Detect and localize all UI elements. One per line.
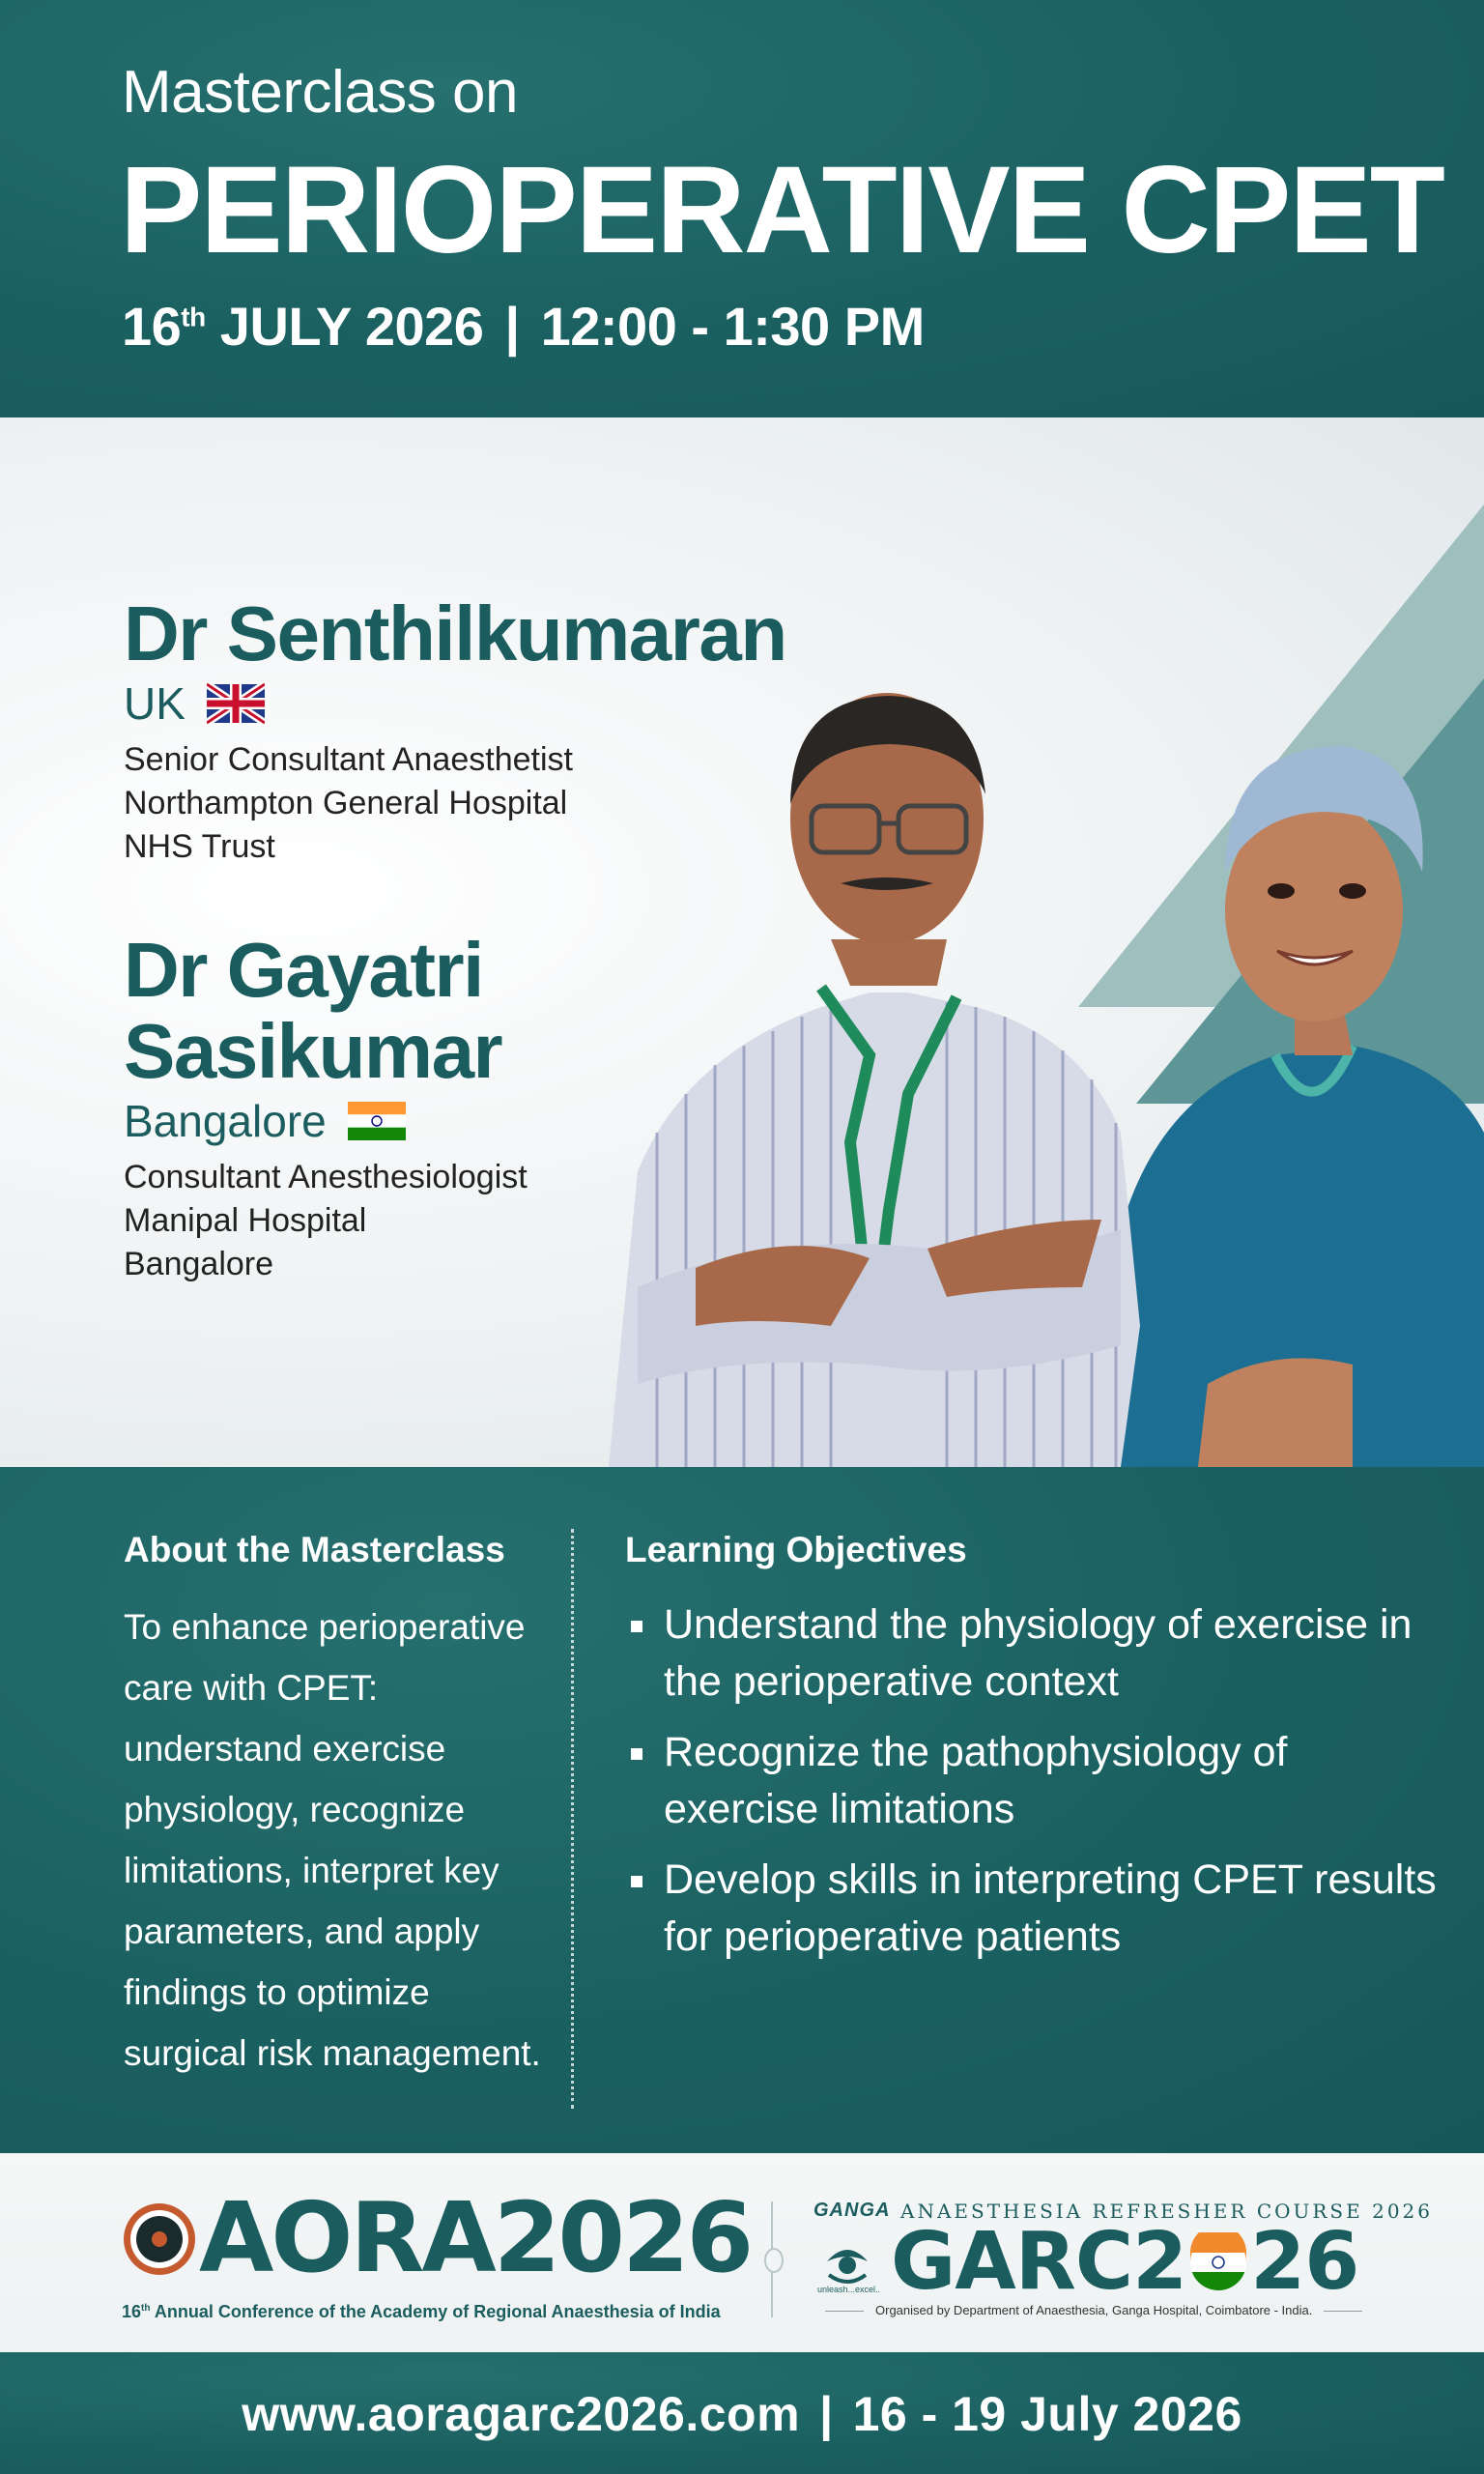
- speaker-name-line: Sasikumar: [124, 1008, 502, 1094]
- speaker-location-text: Bangalore: [124, 1096, 327, 1146]
- speaker-desc-line: Manipal Hospital: [124, 1202, 367, 1239]
- column-divider: [571, 1529, 574, 2109]
- garc-wordmark: [891, 2216, 1359, 2308]
- logos-bar: [0, 2153, 1484, 2352]
- about-heading: About the Masterclass: [124, 1530, 505, 1569]
- aora-wordmark: AORA2026: [199, 2181, 752, 2294]
- date-suffix: th: [181, 302, 206, 332]
- objectives-column: [625, 1527, 1437, 1979]
- garc-word-b: 26: [1250, 2216, 1359, 2308]
- ganga-wordmark: GANGA: [813, 2200, 891, 2221]
- date-separator: |: [504, 296, 520, 357]
- speaker-desc-line: NHS Trust: [124, 828, 275, 865]
- speakers-section: [0, 417, 1484, 1467]
- footer-separator: |: [819, 2387, 834, 2441]
- speaker-card-2: [124, 927, 528, 1286]
- footer-line: [0, 2385, 1484, 2443]
- speaker-name-line: Dr Gayatri: [124, 927, 483, 1013]
- garc-emblem-icon: [819, 2232, 875, 2290]
- separator-ornament-icon: [764, 2248, 784, 2273]
- garc-organiser: Organised by Department of Anaesthesia, Ganga Hospital, Coimbatore - India.: [813, 2302, 1364, 2319]
- speakers-photo: [580, 553, 1484, 1467]
- footer-bar: [0, 2352, 1484, 2474]
- speaker-desc-line: Consultant Anesthesiologist: [124, 1159, 528, 1195]
- objectives-list: [625, 1597, 1437, 1966]
- aora-seal-icon: [122, 2201, 197, 2277]
- india-flag-icon: [348, 1101, 406, 1141]
- date-day: 16: [122, 296, 182, 357]
- speaker-description: [124, 1156, 528, 1286]
- objective-item: Recognize the pathophysiology of exercise limitations: [625, 1724, 1437, 1838]
- date-month-year: JULY 2026: [219, 296, 484, 357]
- speaker-name: Dr Senthilkumaran: [124, 590, 786, 676]
- speaker-location-text: UK: [124, 678, 186, 729]
- speaker-desc-line: Northampton General Hospital: [124, 785, 568, 821]
- objectives-heading: Learning Objectives: [625, 1530, 967, 1569]
- speaker-1-photo: [609, 693, 1140, 1467]
- event-time: 12:00 - 1:30 PM: [540, 296, 925, 357]
- event-date-time: [122, 292, 925, 361]
- speaker-desc-line: Bangalore: [124, 1246, 274, 1282]
- event-dates: 16 - 19 July 2026: [852, 2387, 1242, 2441]
- speaker-location: [124, 1094, 528, 1148]
- header-banner: [0, 0, 1484, 417]
- about-column: [124, 1527, 549, 2084]
- objective-item: Develop skills in interpreting CPET results for perioperative patients: [625, 1852, 1437, 1966]
- uk-flag-icon: [207, 683, 265, 724]
- objective-item: Understand the physiology of exercise in the perioperative context: [625, 1597, 1437, 1711]
- website-link[interactable]: www.aoragarc2026.com: [242, 2387, 801, 2441]
- garc-course-title: ANAESTHESIA REFRESHER COURSE 2026: [900, 2200, 1433, 2223]
- india-flag-zero-icon: [1188, 2232, 1248, 2292]
- speaker-desc-line: Senior Consultant Anaesthetist: [124, 741, 573, 778]
- aora-sub-text: Annual Conference of the Academy of Regional Anaesthesia of India: [154, 2302, 721, 2321]
- about-text: To enhance perioperative care with CPET: understand exercise physiology, recognize limitations, interpret key parameters, and apply findings to optimize surgical risk management.: [124, 1607, 541, 2073]
- speaker-2-photo: [1121, 746, 1484, 1467]
- garc-logo: [813, 2200, 1433, 2325]
- aora-sub-suffix: th: [141, 2303, 151, 2314]
- header-subtitle: Masterclass on: [122, 59, 518, 126]
- garc-tagline: unleash...excel..: [817, 2285, 881, 2294]
- aora-sub-num: 16: [122, 2302, 142, 2321]
- aora-subtitle: [122, 2298, 721, 2322]
- garc-word-a: GARC2: [891, 2216, 1187, 2308]
- page-title: PERIOPERATIVE CPET: [120, 141, 1443, 279]
- info-section: [0, 1467, 1484, 2153]
